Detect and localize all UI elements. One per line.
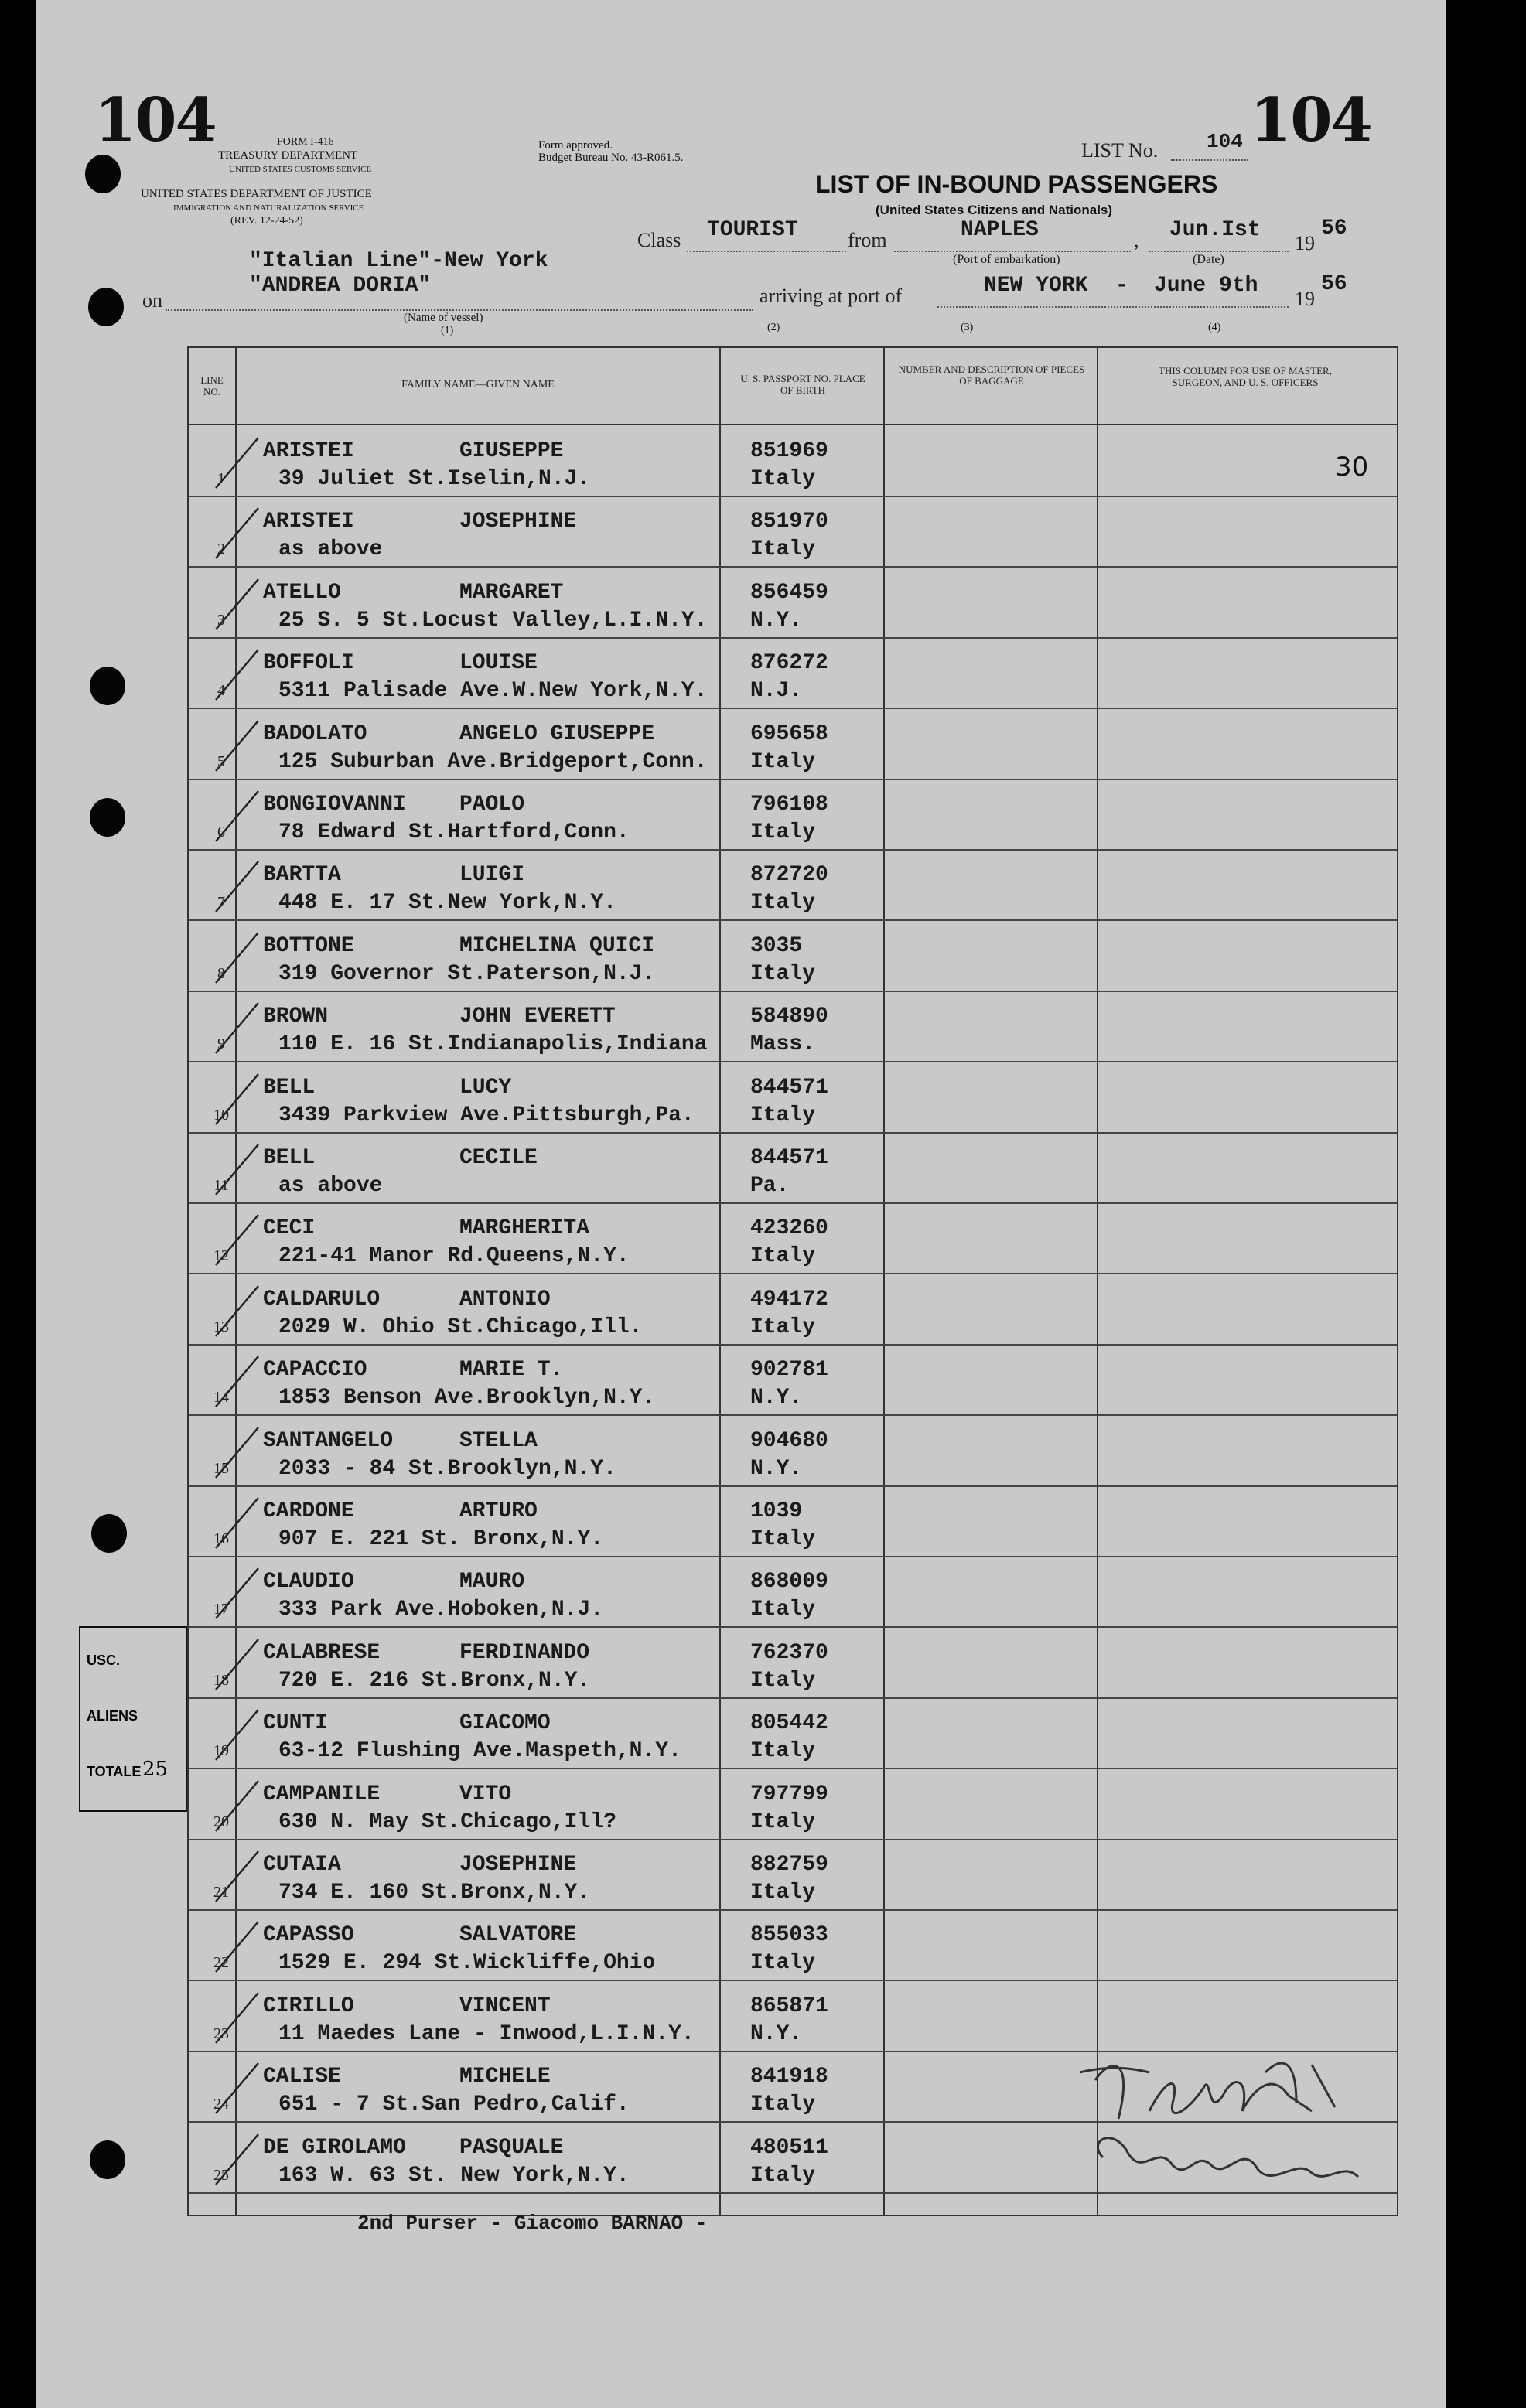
year-prefix: 19 <box>1295 232 1315 254</box>
check-mark-icon <box>212 713 266 775</box>
given-name: MARGHERITA <box>459 1216 590 1241</box>
list-number-left: 104 <box>94 85 216 155</box>
passport-number: 480511 <box>750 2135 828 2160</box>
tally-totale-value: 25 <box>142 1758 169 1781</box>
col-number-4: (4) <box>1208 322 1221 333</box>
family-name: CECI <box>263 1216 316 1241</box>
given-name: SALVATORE <box>459 1923 577 1948</box>
given-name: LOUISE <box>459 651 538 676</box>
check-mark-icon <box>212 1420 266 1482</box>
place-of-birth: N.Y. <box>750 2021 803 2046</box>
table-row <box>189 1062 1397 1134</box>
address: 63-12 Flushing Ave.Maspeth,N.Y. <box>278 1739 681 1764</box>
family-name: CARDONE <box>263 1499 354 1523</box>
address: 720 E. 216 St.Bronx,N.Y. <box>278 1668 591 1693</box>
passport-number: 3035 <box>750 933 803 958</box>
family-name: BONGIOVANNI <box>263 793 406 817</box>
given-name: STELLA <box>459 1428 538 1453</box>
col-header-officers: THIS COLUMN FOR USE OF MASTER, SURGEON, AND U. S. OFFICERS <box>1159 365 1332 388</box>
form-number: FORM I-416 <box>277 136 334 148</box>
line-number: 17 <box>213 1601 229 1618</box>
place-of-birth: Italy <box>750 1951 816 1976</box>
given-name: MAURO <box>459 1570 525 1595</box>
family-name: CAPACCIO <box>263 1358 367 1383</box>
table-row <box>189 425 1397 497</box>
line-number: 4 <box>217 682 225 700</box>
col-number-2: (2) <box>767 322 780 333</box>
passport-number: 1039 <box>750 1499 803 1523</box>
date-caption: (Date) <box>1193 253 1224 266</box>
punch-hole <box>85 155 121 193</box>
punch-hole <box>90 667 125 705</box>
given-name: JOSEPHINE <box>459 510 577 534</box>
line-name: "Italian Line"-New York <box>249 249 548 273</box>
table-row <box>189 1556 1397 1628</box>
family-name: BOTTONE <box>263 933 354 958</box>
passport-number: 841918 <box>750 2065 828 2089</box>
family-name: BELL <box>263 1075 316 1100</box>
family-name: CUNTI <box>263 1711 329 1736</box>
table-row <box>189 920 1397 992</box>
table-row <box>189 1768 1397 1840</box>
address: 651 - 7 St.San Pedro,Calif. <box>278 2093 630 2117</box>
passport-number: 423260 <box>750 1216 828 1241</box>
page-note: 30 <box>1335 452 1369 483</box>
col-number-1: (1) <box>441 325 454 336</box>
given-name: GIUSEPPE <box>459 439 564 463</box>
manifest-page <box>36 0 1446 2408</box>
given-name: PAOLO <box>459 793 525 817</box>
line-number: 11 <box>213 1177 229 1194</box>
punch-hole <box>88 288 124 326</box>
check-mark-icon <box>212 1844 266 1905</box>
class-label: Class <box>637 229 681 251</box>
given-name: MICHELE <box>459 2065 551 2089</box>
address: 448 E. 17 St.New York,N.Y. <box>278 891 616 916</box>
tally-box <box>79 1626 187 1812</box>
given-name: JOSEPHINE <box>459 1853 577 1877</box>
check-mark-icon <box>212 430 266 492</box>
given-name: ANGELO GIUSEPPE <box>459 721 655 746</box>
table-row <box>189 991 1397 1062</box>
line-number: 22 <box>213 1954 229 1972</box>
place-of-birth: Italy <box>750 1739 816 1764</box>
line-number: 18 <box>213 1671 229 1689</box>
table-row <box>189 849 1397 921</box>
passport-number: 865871 <box>750 1994 828 2018</box>
ins-label: IMMIGRATION AND NATURALIZATION SERVICE <box>173 203 364 213</box>
check-mark-icon <box>212 1560 266 1622</box>
passport-number: 872720 <box>750 863 828 888</box>
place-of-birth: Italy <box>750 1809 816 1834</box>
place-of-birth: Italy <box>750 1315 816 1339</box>
given-name: MICHELINA QUICI <box>459 933 655 958</box>
check-mark-icon <box>212 995 266 1057</box>
check-mark-icon <box>212 1207 266 1269</box>
revision-label: (REV. 12-24-52) <box>230 215 303 227</box>
given-name: ANTONIO <box>459 1287 551 1311</box>
given-name: LUIGI <box>459 863 525 888</box>
line-number: 21 <box>213 1884 229 1901</box>
check-mark-icon <box>212 854 266 916</box>
punch-hole <box>90 798 125 837</box>
family-name: BADOLATO <box>263 721 367 746</box>
line-number: 24 <box>213 2096 229 2113</box>
passport-number: 904680 <box>750 1428 828 1453</box>
table-row <box>189 567 1397 639</box>
table-row <box>189 1697 1397 1769</box>
passport-number: 851970 <box>750 510 828 534</box>
family-name: CAMPANILE <box>263 1782 381 1806</box>
given-name: CECILE <box>459 1146 538 1170</box>
line-number: 7 <box>217 894 225 912</box>
check-mark-icon <box>212 500 266 562</box>
col-number-3: (3) <box>961 322 974 333</box>
family-name: CAPASSO <box>263 1923 354 1948</box>
address: 11 Maedes Lane - Inwood,L.I.N.Y. <box>278 2021 695 2046</box>
family-name: SANTANGELO <box>263 1428 394 1453</box>
place-of-birth: Italy <box>750 1881 816 1905</box>
passport-number: 797799 <box>750 1782 828 1806</box>
family-name: CALABRESE <box>263 1640 381 1665</box>
col-header-name: FAMILY NAME—GIVEN NAME <box>401 379 555 391</box>
passport-number: 856459 <box>750 580 828 605</box>
check-mark-icon <box>212 1914 266 1976</box>
table-row <box>189 1415 1397 1487</box>
address: 110 E. 16 St.Indianapolis,Indiana <box>278 1032 708 1057</box>
arrival-dash: - <box>1115 274 1128 298</box>
on-label: on <box>142 289 162 312</box>
address: 163 W. 63 St. New York,N.Y. <box>278 2163 630 2188</box>
address: 39 Juliet St.Iselin,N.J. <box>278 467 591 491</box>
address: 3439 Parkview Ave.Pittsburgh,Pa. <box>278 1103 695 1127</box>
place-of-birth: Italy <box>750 1598 816 1622</box>
place-of-birth: N.Y. <box>750 1386 803 1410</box>
check-mark-icon <box>212 925 266 987</box>
check-mark-icon <box>212 1632 266 1693</box>
line-number: 6 <box>217 824 225 841</box>
address: as above <box>278 1174 383 1198</box>
check-mark-icon <box>212 1773 266 1835</box>
address: 125 Suburban Ave.Bridgeport,Conn. <box>278 749 708 774</box>
family-name: BOFFOLI <box>263 651 354 676</box>
place-of-birth: Pa. <box>750 1174 790 1198</box>
from-value: NAPLES <box>961 218 1039 242</box>
check-mark-icon <box>212 2127 266 2188</box>
departure-date: Jun.Ist <box>1169 218 1261 242</box>
place-of-birth: Italy <box>750 537 816 562</box>
budget-bureau: Budget Bureau No. 43-R061.5. <box>538 152 684 164</box>
place-of-birth: N.Y. <box>750 1456 803 1481</box>
table-row <box>189 1909 1397 1981</box>
place-of-birth: Italy <box>750 1527 816 1551</box>
address: 78 Edward St.Hartford,Conn. <box>278 820 630 844</box>
class-value: TOURIST <box>707 218 798 242</box>
list-no-label: LIST No. <box>1081 139 1159 162</box>
check-mark-icon <box>212 1278 266 1340</box>
address: 333 Park Ave.Hoboken,N.J. <box>278 1598 604 1622</box>
line-number: 5 <box>217 752 225 770</box>
punch-hole <box>90 2140 125 2179</box>
line-number: 13 <box>213 1318 229 1335</box>
passport-number: 868009 <box>750 1570 828 1595</box>
passport-number: 844571 <box>750 1075 828 1100</box>
table-row <box>189 1627 1397 1699</box>
check-mark-icon <box>212 783 266 845</box>
address: 630 N. May St.Chicago,Ill? <box>278 1809 616 1834</box>
address: 5311 Palisade Ave.W.New York,N.Y. <box>278 679 708 704</box>
family-name: BELL <box>263 1146 316 1170</box>
address: 319 Governor St.Paterson,N.J. <box>278 961 656 986</box>
col-header-passport: U. S. PASSPORT NO. PLACE OF BIRTH <box>740 373 865 396</box>
family-name: CALDARULO <box>263 1287 381 1311</box>
place-of-birth: Mass. <box>750 1032 816 1057</box>
given-name: VINCENT <box>459 1994 551 2018</box>
place-of-birth: Italy <box>750 1668 816 1693</box>
line-number: 9 <box>217 1035 225 1053</box>
place-of-birth: Italy <box>750 820 816 844</box>
table-row <box>189 1132 1397 1204</box>
place-of-birth: Italy <box>750 1244 816 1269</box>
justice-label: UNITED STATES DEPARTMENT OF JUSTICE <box>141 188 372 200</box>
given-name: VITO <box>459 1782 512 1806</box>
check-mark-icon <box>212 1702 266 1764</box>
port-caption: (Port of embarkation) <box>953 253 1060 266</box>
family-name: CLAUDIO <box>263 1570 354 1595</box>
address: 1853 Benson Ave.Brooklyn,N.Y. <box>278 1386 656 1410</box>
address: 734 E. 160 St.Bronx,N.Y. <box>278 1881 591 1905</box>
table-row <box>189 637 1397 709</box>
given-name: ARTURO <box>459 1499 538 1523</box>
address: 1529 E. 294 St.Wickliffe,Ohio <box>278 1951 656 1976</box>
check-mark-icon <box>212 2055 266 2117</box>
address: 2029 W. Ohio St.Chicago,Ill. <box>278 1315 643 1339</box>
line-number: 2 <box>217 541 225 558</box>
family-name: ARISTEI <box>263 439 354 463</box>
list-number-right: 104 <box>1250 85 1371 155</box>
passport-number: 855033 <box>750 1923 828 1948</box>
arrival-date: June 9th <box>1154 274 1258 298</box>
place-of-birth: N.J. <box>750 679 803 704</box>
place-of-birth: Italy <box>750 467 816 491</box>
family-name: CIRILLO <box>263 1994 354 2018</box>
line-number: 23 <box>213 2024 229 2042</box>
passport-number: 584890 <box>750 1004 828 1029</box>
punch-hole <box>91 1514 127 1553</box>
address: 25 S. 5 St.Locust Valley,L.I.N.Y. <box>278 608 708 633</box>
table-row <box>189 1344 1397 1416</box>
comma: , <box>1134 229 1139 251</box>
family-name: CALISE <box>263 2065 341 2089</box>
check-mark-icon <box>212 642 266 704</box>
tally-totale: TOTALE <box>87 1764 142 1779</box>
place-of-birth: N.Y. <box>750 608 803 633</box>
check-mark-icon <box>212 571 266 633</box>
line-number: 14 <box>213 1389 229 1407</box>
check-mark-icon <box>212 1137 266 1199</box>
check-mark-icon <box>212 1985 266 2047</box>
place-of-birth: Italy <box>750 2163 816 2188</box>
line-number: 3 <box>217 611 225 629</box>
table-row <box>189 1485 1397 1557</box>
family-name: BARTTA <box>263 863 341 888</box>
line-number: 12 <box>213 1247 229 1265</box>
address: 2033 - 84 St.Brooklyn,N.Y. <box>278 1456 616 1481</box>
col-header-line-no: LINE NO. <box>200 374 224 397</box>
address: 221-41 Manor Rd.Queens,N.Y. <box>278 1244 630 1269</box>
vessel-caption: (Name of vessel) <box>404 312 483 324</box>
line-number: 19 <box>213 1742 229 1760</box>
check-mark-icon <box>212 1490 266 1552</box>
place-of-birth: Italy <box>750 961 816 986</box>
table-row <box>189 708 1397 780</box>
passenger-table <box>187 346 1398 2216</box>
arrival-port: NEW YORK <box>984 274 1088 298</box>
vessel-name: "ANDREA DORIA" <box>249 274 432 298</box>
treasury-label: TREASURY DEPARTMENT <box>218 149 358 162</box>
line-number: 8 <box>217 964 225 982</box>
line-number: 1 <box>217 470 225 487</box>
place-of-birth: Italy <box>750 749 816 774</box>
passport-number: 494172 <box>750 1287 828 1311</box>
table-row <box>189 1202 1397 1274</box>
given-name: MARGARET <box>459 580 564 605</box>
family-name: BROWN <box>263 1004 329 1029</box>
address: as above <box>278 537 383 562</box>
passport-number: 902781 <box>750 1358 828 1383</box>
passport-number: 876272 <box>750 651 828 676</box>
given-name: JOHN EVERETT <box>459 1004 616 1029</box>
family-name: CUTAIA <box>263 1853 341 1877</box>
given-name: LUCY <box>459 1075 512 1100</box>
given-name: PASQUALE <box>459 2135 564 2160</box>
family-name: ATELLO <box>263 580 341 605</box>
from-label: from <box>848 229 887 251</box>
line-number: 15 <box>213 1459 229 1477</box>
passport-number: 844571 <box>750 1146 828 1170</box>
tally-usc: USC. <box>87 1653 121 1668</box>
table-row <box>189 1839 1397 1911</box>
check-mark-icon <box>212 1066 266 1128</box>
address: 907 E. 221 St. Bronx,N.Y. <box>278 1527 604 1551</box>
passport-number: 695658 <box>750 721 828 746</box>
place-of-birth: Italy <box>750 891 816 916</box>
passport-number: 882759 <box>750 1853 828 1877</box>
place-of-birth: Italy <box>750 1103 816 1127</box>
given-name: FERDINANDO <box>459 1640 590 1665</box>
purser-line: 2nd Purser - Giacomo BARNAO - <box>357 2212 708 2235</box>
col-header-baggage: NUMBER AND DESCRIPTION OF PIECES OF BAGGAGE <box>898 363 1085 387</box>
family-name: ARISTEI <box>263 510 354 534</box>
document-subtitle: (United States Citizens and Nationals) <box>876 203 1113 217</box>
line-number: 20 <box>213 1813 229 1830</box>
form-approved: Form approved. <box>538 139 613 152</box>
check-mark-icon <box>212 1349 266 1410</box>
officer-signature <box>1064 2026 1389 2204</box>
document-title: LIST OF IN-BOUND PASSENGERS <box>815 170 1218 198</box>
tally-aliens: ALIENS <box>87 1708 138 1724</box>
arriving-label: arriving at port of <box>760 285 903 307</box>
passport-number: 805442 <box>750 1711 828 1736</box>
arrival-year: 56 <box>1321 272 1347 296</box>
table-row <box>189 779 1397 851</box>
line-number: 10 <box>213 1106 229 1124</box>
passport-number: 796108 <box>750 793 828 817</box>
departure-year: 56 <box>1321 217 1347 240</box>
customs-label: UNITED STATES CUSTOMS SERVICE <box>229 165 372 174</box>
year-prefix-2: 19 <box>1295 288 1315 310</box>
passport-number: 851969 <box>750 439 828 463</box>
passport-number: 762370 <box>750 1640 828 1665</box>
table-row <box>189 496 1397 568</box>
place-of-birth: Italy <box>750 2093 816 2117</box>
given-name: GIACOMO <box>459 1711 551 1736</box>
family-name: DE GIROLAMO <box>263 2135 406 2160</box>
given-name: MARIE T. <box>459 1358 564 1383</box>
table-row <box>189 1274 1397 1346</box>
list-no-value: 104 <box>1207 130 1243 153</box>
line-number: 25 <box>213 2166 229 2184</box>
line-number: 16 <box>213 1530 229 1547</box>
